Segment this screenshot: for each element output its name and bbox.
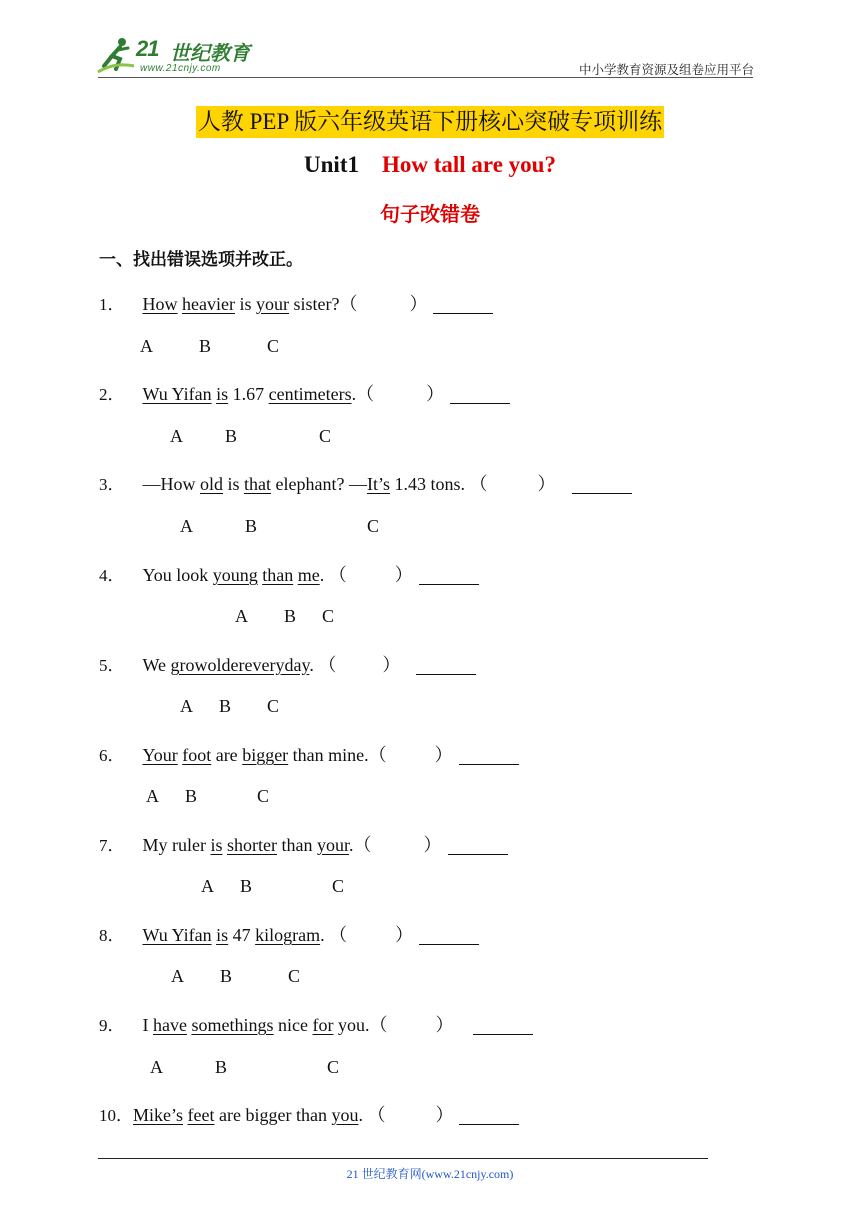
header-platform-text: 中小学教育资源及组卷应用平台 — [578, 63, 754, 77]
options-6: A B C — [146, 786, 270, 806]
footer-text: 21 世纪教育网(www.21cnjy.com) — [346, 1167, 514, 1181]
logo-text: 世纪教育 — [170, 41, 250, 65]
question-2: 2． Wu Yifan is 1.67 centimeters.（ ） — [99, 380, 510, 406]
question-6: 6． Your foot are bigger than mine.（ ） — [99, 741, 519, 767]
unit-question: How tall are you? — [381, 152, 556, 177]
answer-blank[interactable] — [416, 656, 476, 675]
section-heading: 一、找出错误选项并改正。 — [99, 250, 303, 270]
options-3: A B C — [180, 516, 380, 536]
options-5: A B C — [180, 696, 280, 716]
answer-blank[interactable] — [459, 746, 519, 765]
answer-blank[interactable] — [459, 1106, 519, 1125]
options-1: A B C — [140, 336, 280, 356]
question-1: 1． How heavier is your sister?（ ） — [99, 290, 493, 316]
unit-label: Unit1 — [304, 152, 359, 177]
question-10: 10．Mike’s feet are bigger than you. （ ） — [99, 1101, 519, 1127]
header-divider — [98, 77, 753, 78]
options-2: A B C — [170, 426, 332, 446]
options-7: A B C — [201, 876, 345, 896]
answer-blank[interactable] — [448, 836, 508, 855]
page-title: 人教 PEP 版六年级英语下册核心突破专项训练 — [196, 106, 664, 138]
answer-blank[interactable] — [419, 926, 479, 945]
logo-url: www.21cnjy.com — [140, 63, 221, 74]
answer-blank[interactable] — [419, 566, 479, 585]
answer-blank[interactable] — [473, 1016, 533, 1035]
options-4: A B C — [235, 606, 335, 626]
question-8: 8． Wu Yifan is 47 kilogram. （ ） — [99, 921, 479, 947]
question-7: 7． My ruler is shorter than your.（ ） — [99, 831, 508, 857]
unit-title — [0, 152, 860, 178]
answer-blank[interactable] — [572, 475, 632, 494]
options-9: A B C — [150, 1057, 340, 1077]
answer-blank[interactable] — [450, 385, 510, 404]
runner-icon — [96, 36, 136, 76]
options-8: A B C — [171, 966, 301, 986]
answer-blank[interactable] — [433, 295, 493, 314]
worksheet-subtitle: 句子改错卷 — [380, 202, 480, 226]
site-logo — [96, 36, 266, 78]
question-9: 9． I have somethings nice for you.（ ） — [99, 1011, 533, 1037]
question-5: 5． We growoldereveryday. （ ） — [99, 651, 476, 677]
logo-number: 21 — [136, 36, 159, 61]
footer-divider — [98, 1158, 708, 1159]
question-4: 4． You look young than me. （ ） — [99, 561, 479, 587]
question-3: 3． —How old is that elephant? —It’s 1.43 tons. （ ） — [99, 470, 632, 496]
